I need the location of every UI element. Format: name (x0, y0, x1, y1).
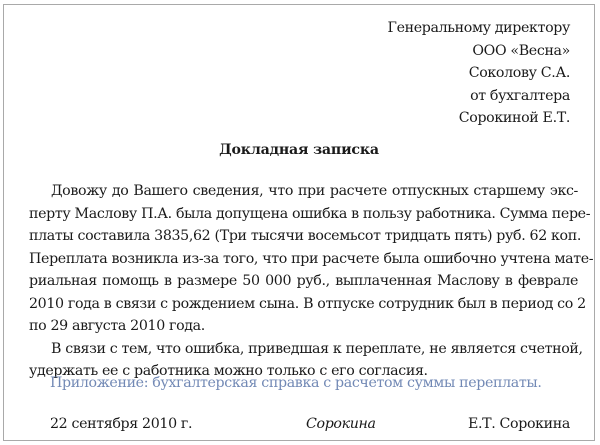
body-line: Довожу до Вашего сведения, что при расчете отпускных старшему экс- (51, 183, 578, 199)
paragraph-1 (29, 180, 594, 338)
recipient-line: Соколову С.А. (468, 65, 570, 82)
document-title: Докладная записка (219, 142, 379, 158)
body-line: удержать ее с работника можно только с его согласия. (29, 363, 428, 379)
document-page (3, 4, 595, 441)
recipient-block (388, 17, 570, 130)
body-line: Переплата возникла из-за того, что при расчете была ошибочно учтена мате- (29, 250, 594, 267)
body-line: В связи с тем, что ошибка, приведшая к переплате, не является счетной, (51, 340, 583, 357)
recipient-line: Генеральному директору (387, 20, 570, 36)
body-line: риальная помощь в размере 50 000 руб., выплаченная Маслову в феврале (29, 273, 578, 289)
attachment-note: Приложение: бухгалтерская справка с расчетом суммы переплаты. (50, 375, 542, 391)
recipient-line: Сорокиной Е.Т. (458, 110, 570, 127)
recipient-line: от бухгалтера (470, 87, 570, 104)
recipient-line: ООО «Весна» (472, 42, 570, 59)
body-line: платы составила 3835,62 (Три тысячи восемьсот тридцать пять) руб. 62 коп. (29, 228, 582, 244)
body-line: по 29 августа 2010 года. (29, 318, 205, 334)
body-line: 2010 года в связи с рождением сына. В отпуске сотрудник был в период со 2 (29, 295, 586, 312)
body-line: перту Маслову П.А. была допущена ошибка в пользу работника. Сумма пере- (29, 205, 591, 222)
signature: Сорокина (306, 416, 376, 432)
document-date: 22 сентября 2010 г. (50, 416, 193, 432)
document-body (29, 180, 594, 383)
signer-name: Е.Т. Сорокина (467, 416, 570, 432)
